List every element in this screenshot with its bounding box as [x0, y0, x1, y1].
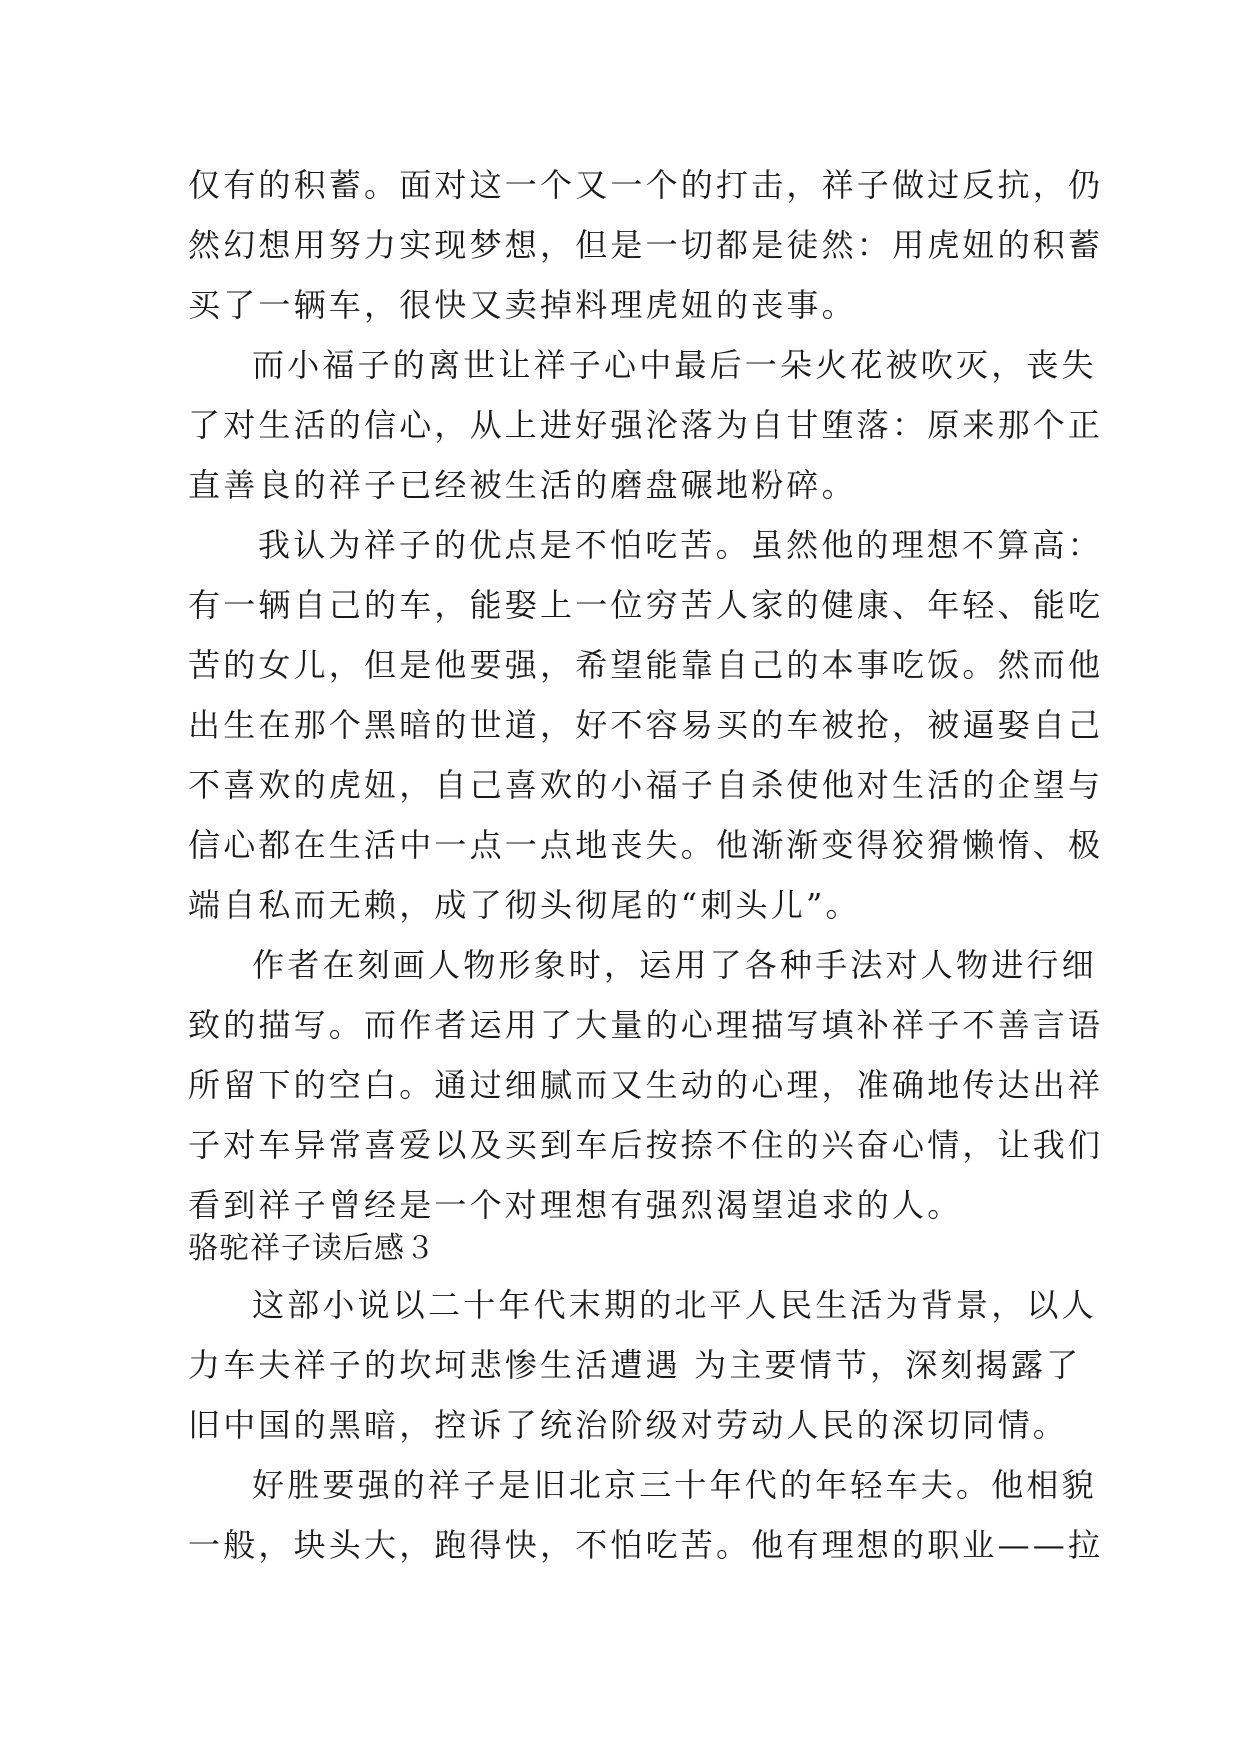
text-line: 看到祥子曾经是一个对理想有强烈渴望追求的人。: [188, 1186, 963, 1224]
section-heading: 骆驼祥子读后感３: [188, 1231, 436, 1266]
text-line: 一般，块头大，跑得快，不怕吃苦。他有理想的职业——拉: [188, 1526, 1104, 1564]
text-line: 有一辆自己的车，能娶上一位穷苦人家的健康、年轻、能吃: [188, 586, 1104, 624]
text-line: 所留下的空白。通过细腻而又生动的心理，准确地传达出祥: [188, 1066, 1104, 1104]
text-line: 作者在刻画人物形象时，运用了各种手法对人物进行细: [252, 946, 1097, 984]
text-line: 买了一辆车，很快又卖掉料理虎妞的丧事。: [188, 286, 857, 324]
text-line: 然幻想用努力实现梦想，但是一切都是徒然：用虎妞的积蓄: [188, 226, 1104, 264]
text-line: 信心都在生活中一点一点地丧失。他渐渐变得狡猾懒惰、极: [188, 826, 1104, 864]
text-line: 子对车异常喜爱以及买到车后按捺不住的兴奋心情，让我们: [188, 1126, 1104, 1164]
text-line: 仅有的积蓄。面对这一个又一个的打击，祥子做过反抗，仍: [188, 166, 1104, 204]
text-line: 端自私而无赖，成了彻头彻尾的“刺头儿”。: [188, 886, 861, 924]
text-line: 不喜欢的虎妞，自己喜欢的小福子自杀使他对生活的企望与: [188, 766, 1104, 804]
text-line: 出生在那个黑暗的世道，好不容易买的车被抢，被逼娶自己: [188, 706, 1104, 744]
text-line: 致的描写。而作者运用了大量的心理描写填补祥子不善言语: [188, 1006, 1104, 1044]
text-line: 苦的女儿，但是他要强，希望能靠自己的本事吃饭。然而他: [188, 646, 1104, 684]
text-line: 而小福子的离世让祥子心中最后一朵火花被吹灭，丧失: [252, 346, 1097, 384]
text-line: 力车夫祥子的坎坷悲惨生活遭遇 为主要情节，深刻揭露了: [188, 1346, 1082, 1384]
text-line: 这部小说以二十年代末期的北平人民生活为背景，以人: [252, 1286, 1097, 1324]
text-line: 好胜要强的祥子是旧北京三十年代的年轻车夫。他相貌: [252, 1466, 1097, 1504]
text-line: 了对生活的信心，从上进好强沦落为自甘堕落：原来那个正: [188, 406, 1104, 444]
text-line: 我认为祥子的优点是不怕吃苦。虽然他的理想不算高：: [258, 526, 1103, 564]
text-line: 旧中国的黑暗，控诉了统治阶级对劳动人民的深切同情。: [188, 1406, 1069, 1444]
text-line: 直善良的祥子已经被生活的磨盘碾地粉碎。: [188, 466, 857, 504]
